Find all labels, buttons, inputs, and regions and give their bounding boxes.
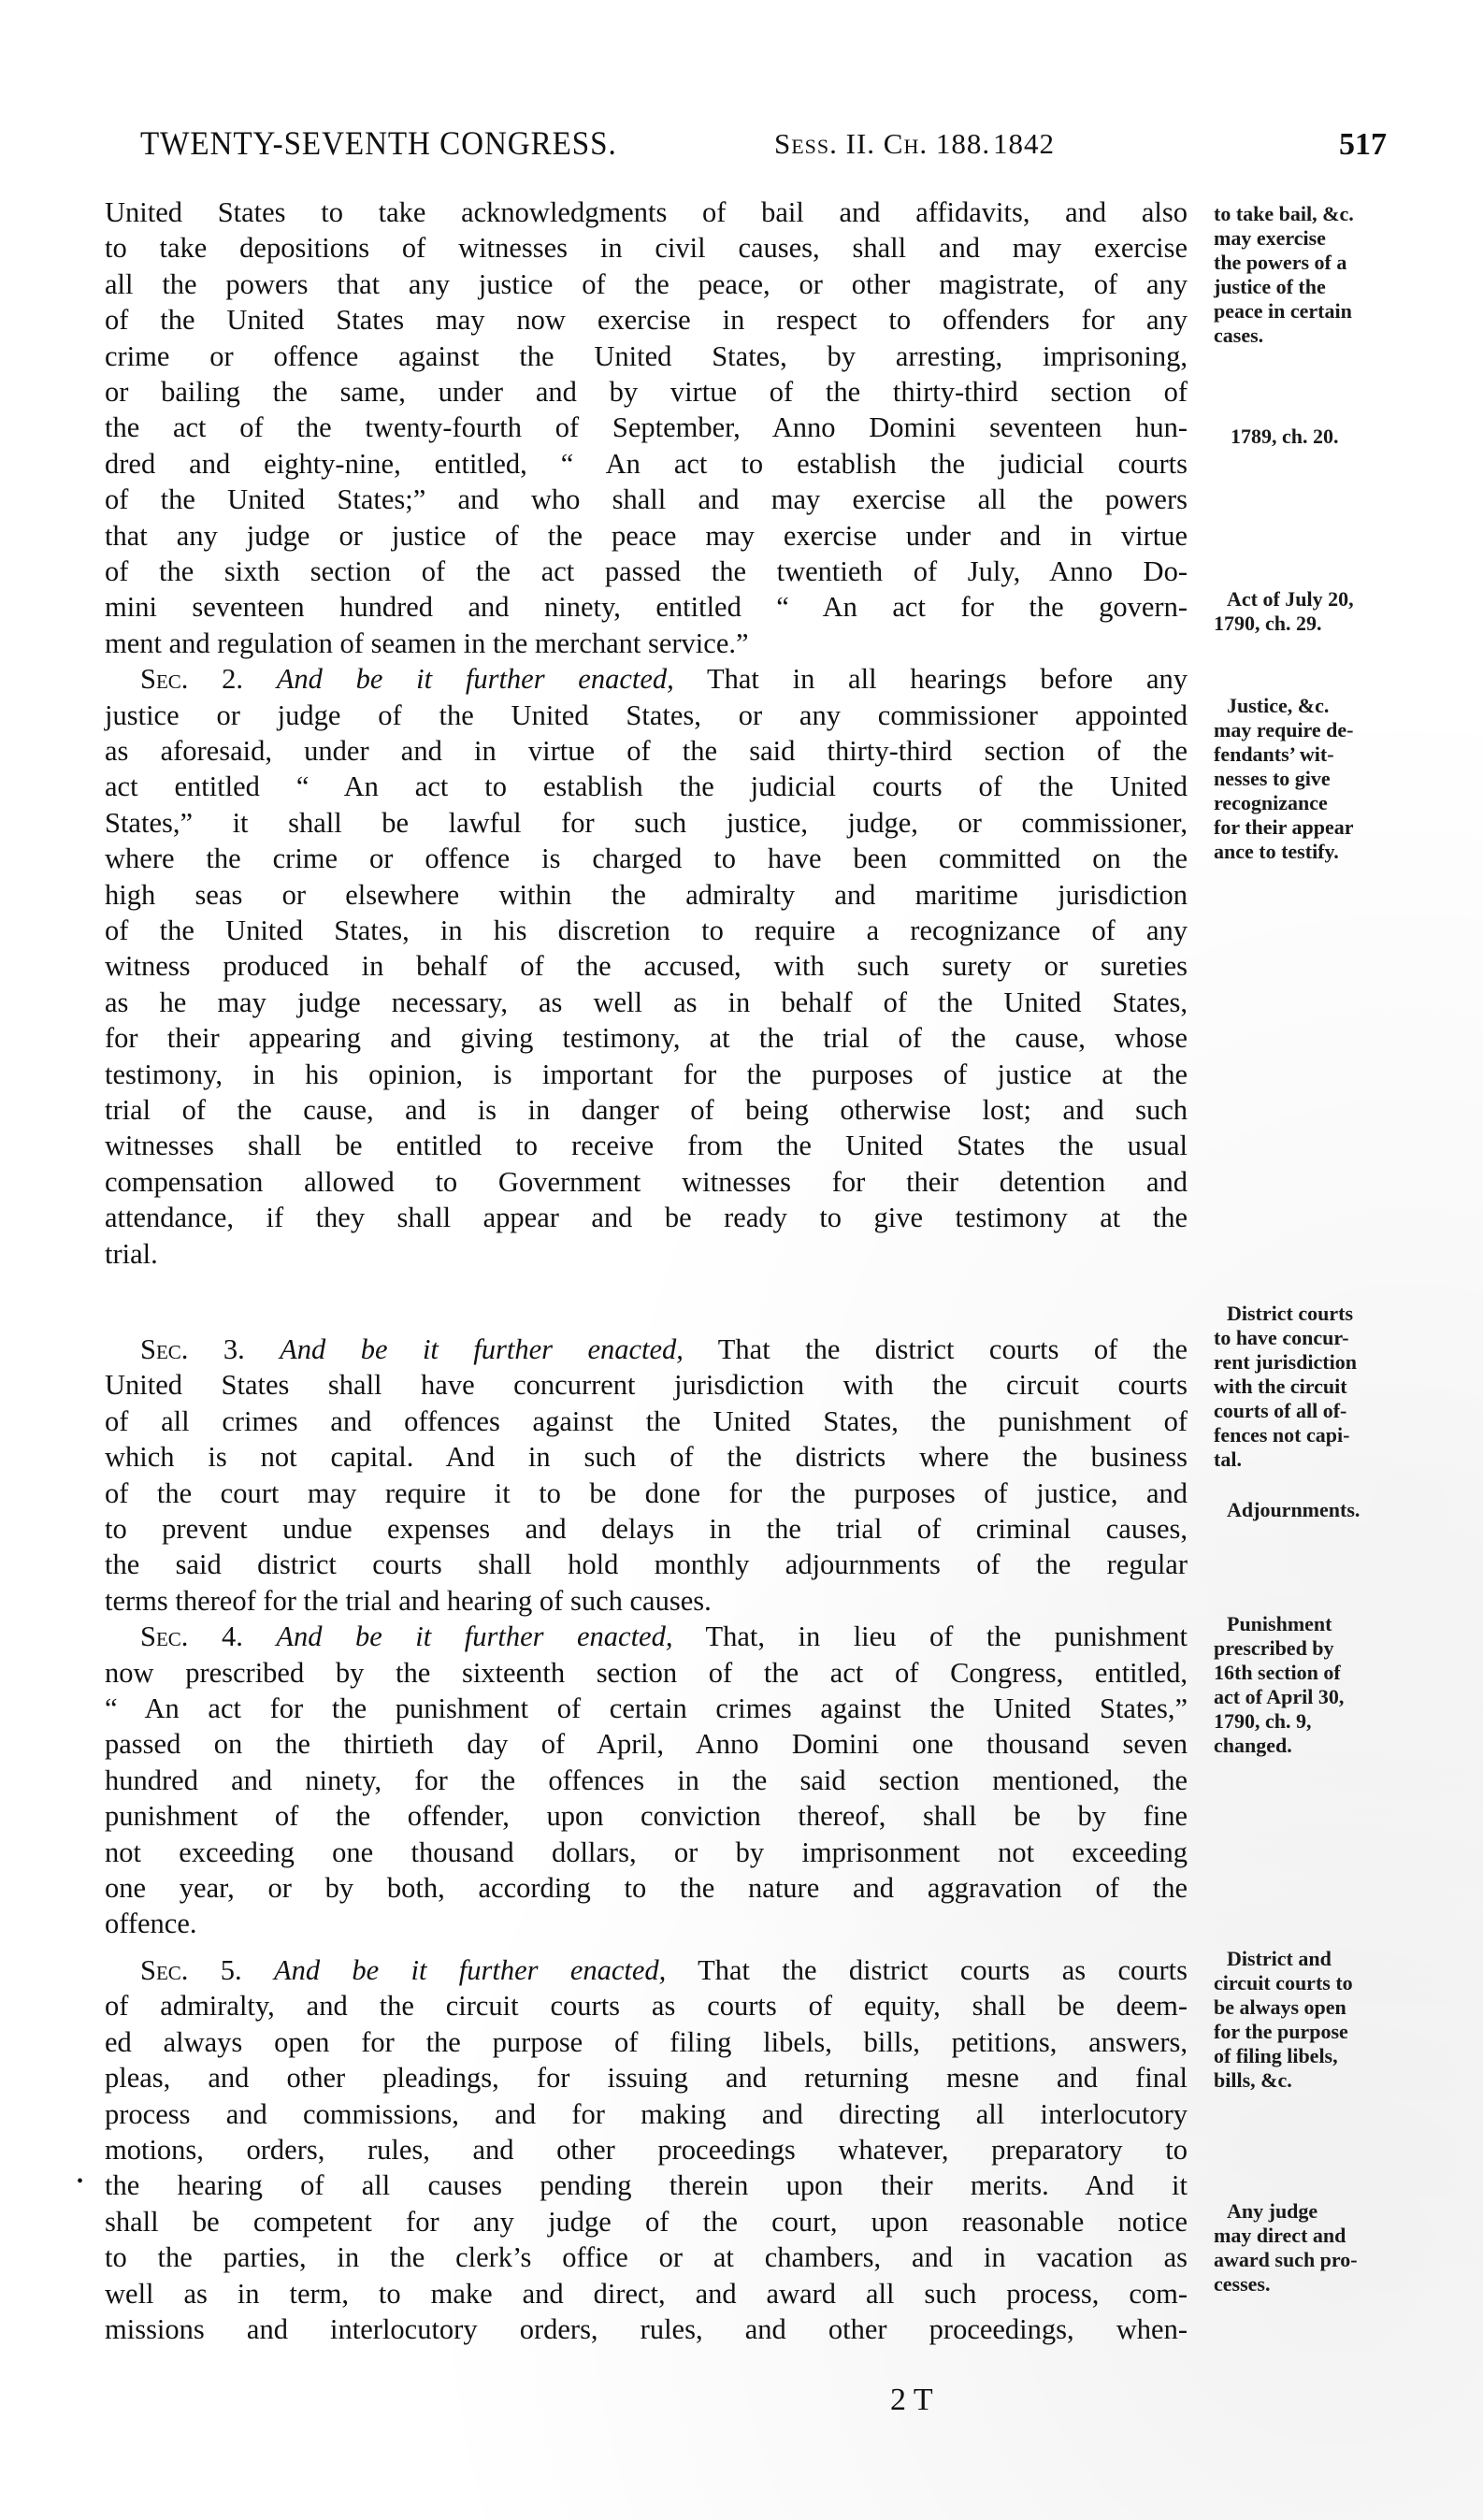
body-line: justice or judge of the United States, or any commissioner appointed <box>105 698 1188 731</box>
page-number: 517 <box>1339 127 1387 162</box>
session-label: Sess. II. <box>774 127 876 160</box>
body-line: United States shall have concurrent jurisdiction with the circuit courts <box>105 1369 1188 1402</box>
margin-note-line: fendants’ wit- <box>1214 742 1334 766</box>
margin-note-line: may direct and <box>1214 2224 1346 2247</box>
margin-note-punishment-changed <box>1214 1612 1410 1758</box>
body-line: where the crime or offence is charged to have been committed on the <box>105 842 1188 875</box>
body-line: trial. <box>105 1237 158 1270</box>
body-line: offence. <box>105 1908 197 1940</box>
margin-note-bail-powers <box>1214 202 1410 348</box>
margin-note-line: justice of the <box>1214 275 1326 298</box>
margin-note-line: Justice, &c. <box>1227 694 1330 717</box>
margin-note-line: cesses. <box>1214 2272 1271 2296</box>
margin-note-line: award such pro- <box>1214 2248 1358 2271</box>
margin-note-line: 1789, ch. 20. <box>1231 425 1339 448</box>
body-line: motions, orders, rules, and other proceedings whatever, preparatory to <box>105 2134 1188 2166</box>
margin-note-line: prescribed by <box>1214 1636 1334 1660</box>
body-line: of the court may require it to be done for the purposes of justice, and <box>105 1476 1188 1509</box>
body-line: which is not capital. And in such of the districts where the business <box>105 1441 1188 1474</box>
margin-note-line: District courts <box>1227 1302 1354 1325</box>
running-head <box>140 123 1055 168</box>
margin-note-line: rent jurisdiction <box>1214 1350 1357 1374</box>
print-marker-dot: • <box>77 2171 84 2192</box>
section-2-label: Sec. 2. <box>140 663 244 696</box>
body-line: terms thereof for the trial and hearing of such causes. <box>105 1584 712 1617</box>
margin-note-adjournments <box>1214 1498 1410 1522</box>
margin-note-courts-always-open <box>1214 1947 1410 2093</box>
body-line: crime or offence against the United States, by arresting, imprisoning, <box>105 339 1188 372</box>
body-line: of the United States;” and who shall and may exercise all the powers <box>105 483 1188 516</box>
margin-note-line: act of April 30, <box>1214 1685 1345 1708</box>
margin-note-line: Punishment <box>1227 1612 1332 1635</box>
margin-note-line: Adjournments. <box>1227 1498 1361 1521</box>
body-line: to the parties, in the clerk’s office or at chambers, and in vacation as <box>105 2241 1188 2274</box>
body-line: States,” it shall be lawful for such justice, judge, or commissioner, <box>105 806 1188 839</box>
body-line: of the United States, in his discretion to require a recognizance of any <box>105 914 1188 946</box>
margin-note-line: recognizance <box>1214 791 1328 814</box>
margin-note-line: 16th section of <box>1214 1661 1341 1684</box>
margin-note-line: the powers of a <box>1214 251 1347 274</box>
body-line: trial of the cause, and is in danger of being otherwise lost; and such <box>105 1094 1188 1126</box>
section-2-enacting-clause: And be it further enacted, <box>276 663 674 696</box>
body-line-text: That the district courts as courts <box>698 1954 1188 1986</box>
body-line: not exceeding one thousand dollars, or by imprisonment not exceeding <box>105 1836 1188 1868</box>
body-line: of the United States may now exercise in respect to offenders for any <box>105 304 1188 337</box>
body-line: testimony, in his opinion, is important for the purposes of justice at the <box>105 1058 1188 1090</box>
margin-note-judge-direct-processes <box>1214 2199 1410 2297</box>
body-line: compensation allowed to Government witnesses for their detention and <box>105 1165 1188 1198</box>
body-line: witnesses shall be entitled to receive from the United States the usual <box>105 1130 1188 1162</box>
section-5-label: Sec. 5. <box>140 1954 242 1986</box>
body-line: that any judge or justice of the peace may exercise under and in virtue <box>105 519 1188 552</box>
body-line: witness produced in behalf of the accused, with such surety or sureties <box>105 950 1188 983</box>
margin-note-line: to have concur- <box>1214 1326 1349 1349</box>
margin-note-line: fences not capi- <box>1214 1423 1350 1447</box>
session-chapter <box>774 127 990 161</box>
body-line: dred and eighty-nine, entitled, “ An act to establish the judicial courts <box>105 447 1188 480</box>
section-5-enacting-clause: And be it further enacted, <box>273 1954 667 1986</box>
margin-note-line: District and <box>1227 1947 1332 1970</box>
margin-note-line: tal. <box>1214 1447 1242 1471</box>
margin-note-line: bills, &c. <box>1214 2068 1292 2092</box>
body-line-text: That in all hearings before any <box>706 663 1188 696</box>
margin-note-line: cases. <box>1214 324 1264 347</box>
section-3-enacting-clause: And be it further enacted, <box>280 1333 684 1365</box>
section-3-heading-line <box>105 1332 1188 1367</box>
body-line: punishment of the offender, upon conviction thereof, shall be by fine <box>105 1800 1188 1833</box>
body-line: as he may judge necessary, as well as in behalf of the United States, <box>105 986 1188 1018</box>
body-line: ment and regulation of seamen in the merchant service.” <box>105 626 749 659</box>
body-line: the hearing of all causes pending therein upon their merits. And it <box>105 2169 1188 2202</box>
body-line: mini seventeen hundred and ninety, entitled “ An act for the govern- <box>105 591 1188 624</box>
body-line-text: That the district courts of the <box>717 1333 1188 1365</box>
body-line: of admiralty, and the circuit courts as courts of equity, shall be deem- <box>105 1990 1188 2023</box>
margin-note-line: Act of July 20, <box>1227 587 1354 611</box>
body-line: ed always open for the purpose of filing libels, bills, petitions, answers, <box>105 2025 1188 2058</box>
body-line: to take depositions of witnesses in civil causes, shall and may exercise <box>105 232 1188 265</box>
body-line: missions and interlocutory orders, rules, and other proceedings, when- <box>105 2313 1188 2345</box>
year-label: 1842 <box>993 127 1055 160</box>
body-line: the said district courts shall hold monthly adjournments of the regular <box>105 1548 1188 1581</box>
margin-note-act-july-1790 <box>1214 587 1410 636</box>
margin-note-line: to take bail, &c. <box>1214 202 1354 225</box>
margin-note-line: may exercise <box>1214 226 1326 250</box>
margin-note-witness-recognizance <box>1214 694 1410 864</box>
body-line: the act of the twenty-fourth of September, Anno Domini seventeen hun- <box>105 411 1188 444</box>
margin-note-line: 1790, ch. 9, <box>1214 1709 1312 1733</box>
body-line-text: That, in lieu of the punishment <box>705 1620 1188 1653</box>
section-4-enacting-clause: And be it further enacted, <box>276 1620 673 1653</box>
body-line: high seas or elsewhere within the admiralty and maritime jurisdiction <box>105 878 1188 911</box>
margin-note-line: 1790, ch. 29. <box>1214 612 1322 635</box>
body-line: passed on the thirtieth day of April, Anno Domini one thousand seven <box>105 1728 1188 1761</box>
margin-note-line: Any judge <box>1227 2199 1318 2223</box>
body-line: pleas, and other pleadings, for issuing and returning mesne and final <box>105 2062 1188 2095</box>
section-2-heading-line <box>105 661 1188 697</box>
margin-note-line: changed. <box>1214 1734 1292 1757</box>
body-line: as aforesaid, under and in virtue of the said thirty-third section of the <box>105 735 1188 767</box>
congress-title: TWENTY-SEVENTH CONGRESS. <box>140 124 617 162</box>
margin-note-concurrent-jurisdiction <box>1214 1302 1410 1472</box>
body-line: United States to take acknowledgments of bail and affidavits, and also <box>105 196 1188 228</box>
body-line: all the powers that any justice of the peace, or other magistrate, of any <box>105 267 1188 300</box>
margin-note-line: nesses to give <box>1214 767 1331 790</box>
body-line: now prescribed by the sixteenth section of the act of Congress, entitled, <box>105 1656 1188 1689</box>
section-4-label: Sec. 4. <box>140 1620 243 1653</box>
margin-note-line: courts of all of- <box>1214 1399 1347 1422</box>
body-line: process and commissions, and for making and directing all interlocutory <box>105 2097 1188 2130</box>
margin-note-line: of filing libels, <box>1214 2044 1338 2067</box>
section-4-heading-line <box>105 1619 1188 1654</box>
section-3-label: Sec. 3. <box>140 1333 245 1365</box>
body-line: well as in term, to make and direct, and award all such process, com- <box>105 2277 1188 2310</box>
margin-note-line: peace in certain <box>1214 299 1352 323</box>
body-line: one year, or by both, according to the nature and aggravation of the <box>105 1872 1188 1904</box>
margin-note-line: ance to testify. <box>1214 840 1339 863</box>
margin-note-line: may require de- <box>1214 718 1354 742</box>
margin-note-1789 <box>1231 425 1427 449</box>
body-line: hundred and ninety, for the offences in the said section mentioned, the <box>105 1764 1188 1796</box>
margin-note-line: circuit courts to <box>1214 1971 1353 1994</box>
margin-note-line: for the purpose <box>1214 2020 1348 2043</box>
body-line: for their appearing and giving testimony, at the trial of the cause, whose <box>105 1022 1188 1055</box>
body-line: act entitled “ An act to establish the judicial courts of the United <box>105 770 1188 803</box>
section-5-heading-line <box>105 1952 1188 1988</box>
chapter-label: Ch. 188. <box>883 127 991 160</box>
margin-note-line: with the circuit <box>1214 1375 1347 1398</box>
body-line: or bailing the same, under and by virtue of the thirty-third section of <box>105 376 1188 408</box>
margin-note-line: be always open <box>1214 1995 1346 2019</box>
body-line: shall be competent for any judge of the court, upon reasonable notice <box>105 2205 1188 2238</box>
margin-note-line: for their appear <box>1214 815 1354 839</box>
body-line: to prevent undue expenses and delays in the trial of criminal causes, <box>105 1513 1188 1545</box>
body-line: “ An act for the punishment of certain crimes against the United States,” <box>105 1692 1188 1724</box>
signature-mark: 2 T <box>890 2383 933 2417</box>
body-line: attendance, if they shall appear and be ready to give testimony at the <box>105 1202 1188 1234</box>
body-line: of all crimes and offences against the United States, the punishment of <box>105 1404 1188 1437</box>
body-line: of the sixth section of the act passed the twentieth of July, Anno Do- <box>105 555 1188 587</box>
